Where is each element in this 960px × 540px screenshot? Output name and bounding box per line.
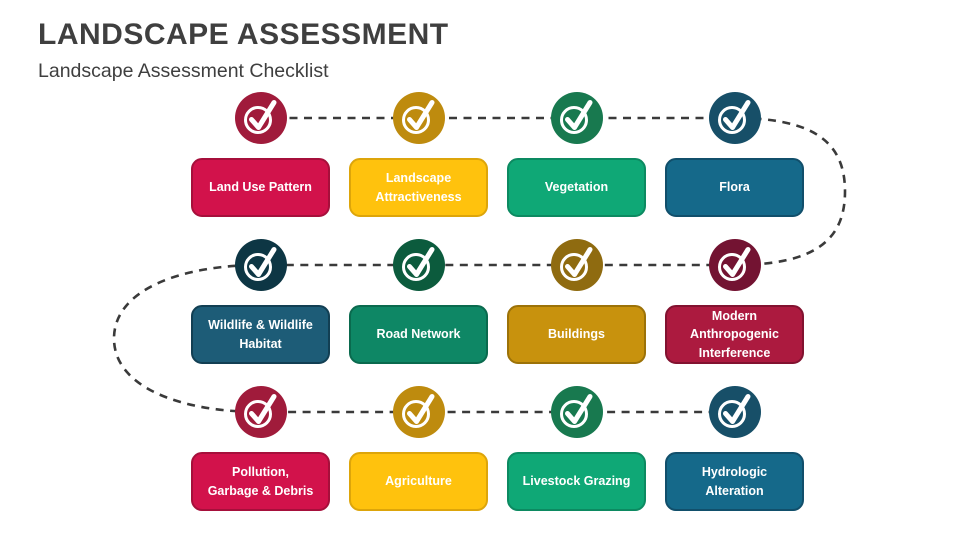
check-circle [235, 386, 287, 438]
item-box: Landscape Attractiveness [349, 158, 488, 217]
checklist-item-road-network [349, 305, 488, 364]
check-circle [551, 239, 603, 291]
check-circle-icon [551, 92, 603, 144]
item-box: Pollution, Garbage & Debris [191, 452, 330, 511]
check-circle-icon [709, 239, 761, 291]
check-circle [235, 239, 287, 291]
item-box: Vegetation [507, 158, 646, 217]
item-box: Road Network [349, 305, 488, 364]
item-box: Livestock Grazing [507, 452, 646, 511]
check-circle-icon [393, 92, 445, 144]
check-circle [235, 92, 287, 144]
item-box: Land Use Pattern [191, 158, 330, 217]
checklist-item-livestock-grazing [507, 452, 646, 511]
checklist-item-flora [665, 158, 804, 217]
check-circle [393, 239, 445, 291]
slide-subtitle: Landscape Assessment Checklist [38, 60, 329, 82]
check-circle [709, 386, 761, 438]
check-circle-icon [709, 386, 761, 438]
check-circle-icon [235, 386, 287, 438]
checklist-item-hydrologic-alteration [665, 452, 804, 511]
item-box: Modern Anthropogenic Interference [665, 305, 804, 364]
check-circle [709, 239, 761, 291]
slide-title: LANDSCAPE ASSESSMENT [38, 18, 449, 51]
check-circle-icon [393, 386, 445, 438]
check-circle-icon [551, 386, 603, 438]
item-box: Flora [665, 158, 804, 217]
item-box: Wildlife & Wildlife Habitat [191, 305, 330, 364]
item-box: Agriculture [349, 452, 488, 511]
check-circle-icon [551, 239, 603, 291]
checklist-item-wildlife-habitat [191, 305, 330, 364]
check-circle-icon [393, 239, 445, 291]
checklist-item-buildings [507, 305, 646, 364]
checklist-item-pollution-garbage-debris [191, 452, 330, 511]
item-box: Buildings [507, 305, 646, 364]
item-box: Hydrologic Alteration [665, 452, 804, 511]
checklist-item-agriculture [349, 452, 488, 511]
check-circle [709, 92, 761, 144]
check-circle [393, 386, 445, 438]
check-circle [551, 386, 603, 438]
checklist-item-modern-anthropogenic-interference [665, 305, 804, 364]
check-circle-icon [709, 92, 761, 144]
checklist-item-landscape-attractiveness [349, 158, 488, 217]
check-circle-icon [235, 92, 287, 144]
check-circle [393, 92, 445, 144]
check-circle [551, 92, 603, 144]
checklist-item-land-use-pattern [191, 158, 330, 217]
check-circle-icon [235, 239, 287, 291]
checklist-item-vegetation [507, 158, 646, 217]
